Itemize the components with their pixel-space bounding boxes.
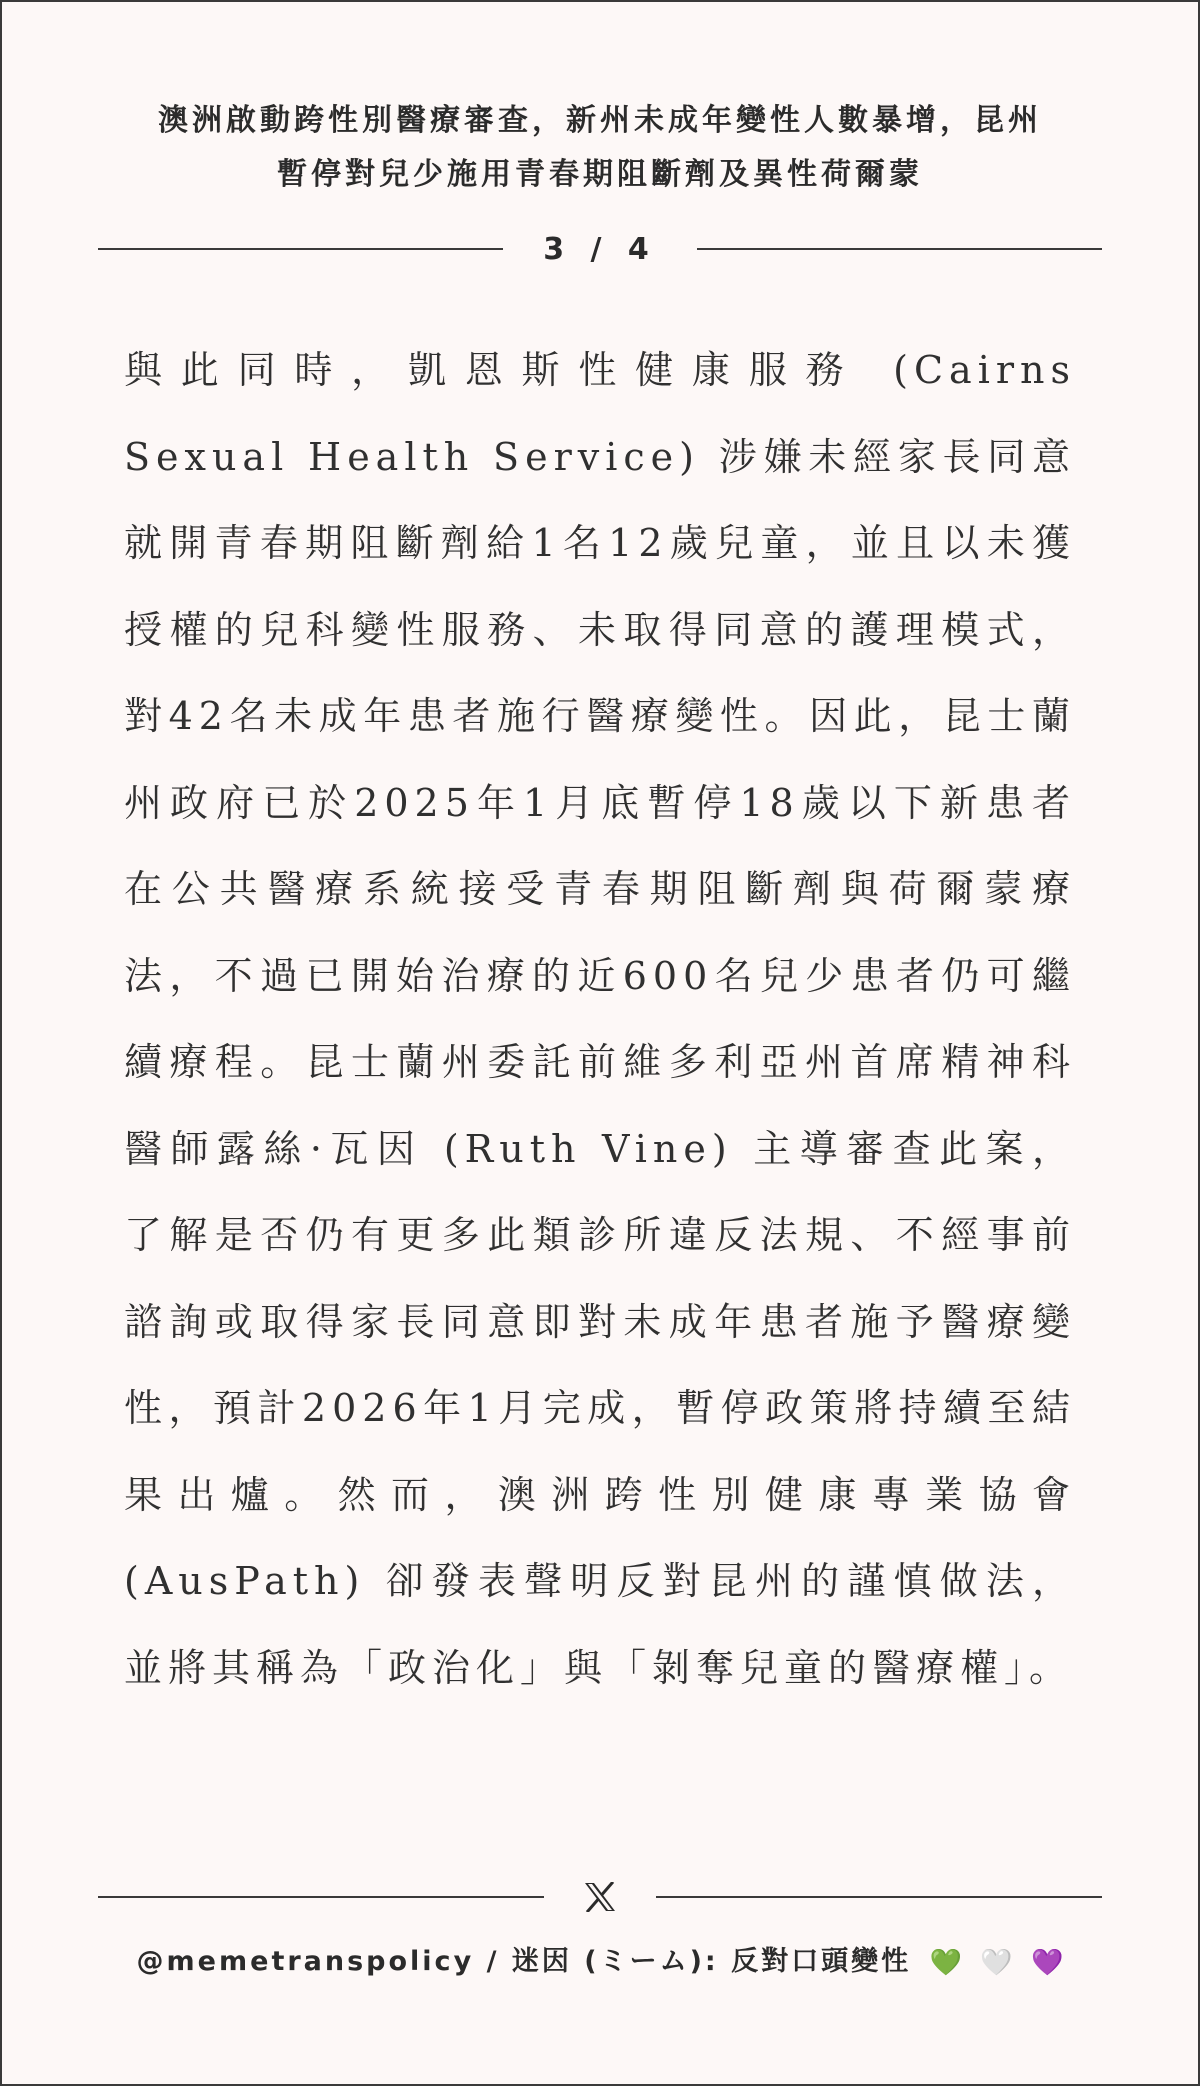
body-paragraph: 與此同時，凱恩斯性健康服務 (Cairns Sexual Health Service) 涉嫌未經家長同意就開青春期阻斷劑給1名12歲兒童，並且以未獲授權的兒科變性服務、未取得同意的護理模式，對42名未成年患者施行醫療變性。因此，昆士蘭州政府已於2025年1月底暫停18歲以下新患者在公共醫療系統接受青春期阻斷劑與荷爾蒙療法，不過已開始治療的近600名兒少患者仍可繼續療程。昆士蘭州委託前維多利亞州首席精神科醫師露絲·瓦因 (Ruth Vine) 主導審查此案，了解是否仍有更多此類診所違反法規、不經事前諮詢或取得家長同意即對未成年患者施予醫療變性，預計2026年1月完成，暫停政策將持續至結果出爐。然而，澳洲跨性別健康專業協會 (AusPath) 卻發表聲明反對昆州的謹慎做法，並將其稱為「政治化」與「剝奪兒童的醫療權」。 <box>124 348 1076 1690</box>
post-title <box>2 94 1198 202</box>
post-title-line-2: 暫停對兒少施用青春期阻斷劑及異性荷爾蒙 <box>277 157 923 192</box>
x-logo-icon <box>544 1882 656 1912</box>
post-title-line-1: 澳洲啟動跨性別醫療審查，新州未成年變性人數暴增，昆州 <box>158 103 1042 138</box>
divider-right <box>697 248 1102 250</box>
footer-divider-right <box>656 1896 1102 1898</box>
divider-left <box>98 248 503 250</box>
page-indicator: 3 / 4 <box>543 231 657 267</box>
account-handle: @memetranspolicy / 迷因 (ミーム): 反對口頭變性 <box>136 1946 912 1977</box>
purple-heart-icon: 💜 <box>1031 1947 1064 1978</box>
footer-divider-left <box>98 1896 544 1898</box>
footer-divider-row <box>98 1872 1102 1922</box>
footer-credit <box>2 1937 1198 1988</box>
green-heart-icon: 💚 <box>929 1947 962 1978</box>
page-indicator-row <box>98 224 1102 274</box>
white-heart-icon: 🤍 <box>980 1947 1013 1978</box>
